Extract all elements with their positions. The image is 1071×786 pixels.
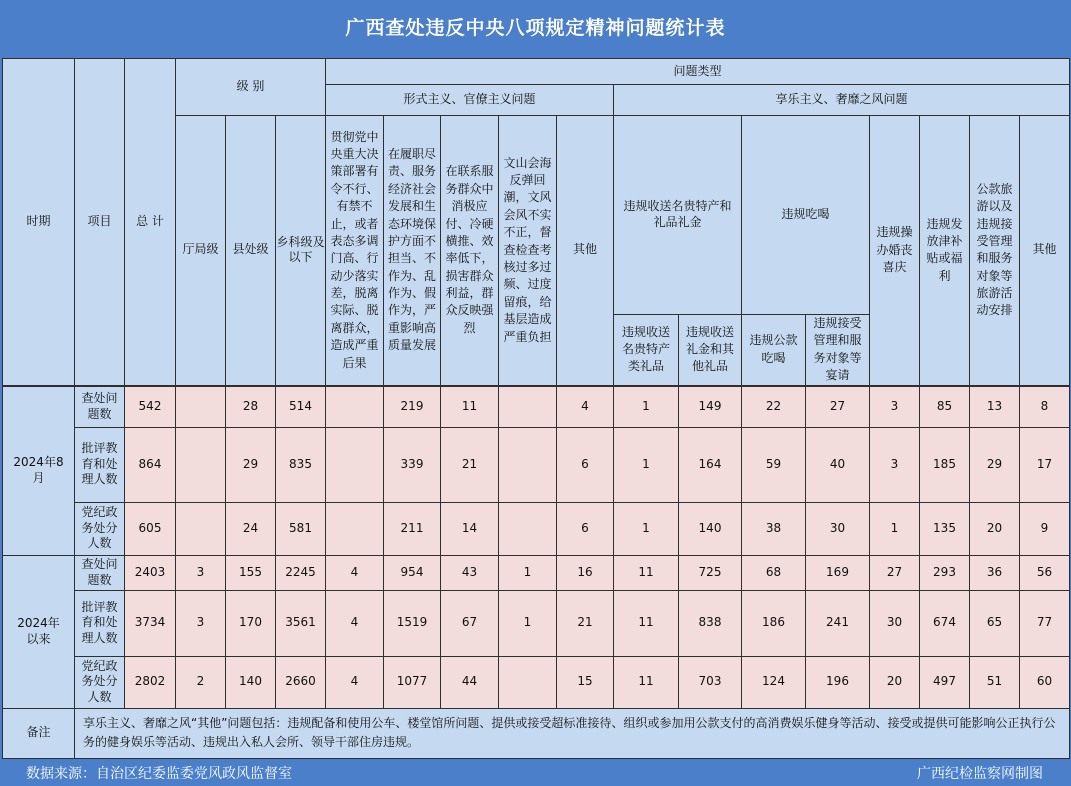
table-row: [3, 386, 1070, 427]
value-cell: 15: [557, 656, 614, 708]
header-item: 项目: [75, 59, 125, 386]
header-formalism-1: 贯彻党中央重大决策部署有令不行、有禁不止，或者表态多调门高、行动少落实差，脱离实际、脱离群众，造成严重后果: [326, 116, 384, 386]
period-cell: 2024年8月: [3, 386, 75, 555]
item-cell: 批评教育和处理人数: [75, 590, 125, 656]
value-cell: 9: [1020, 502, 1070, 555]
header-tourism: 公款旅游以及违规接受管理和服务对象等旅游活动安排: [970, 116, 1020, 386]
value-cell: [499, 656, 557, 708]
header-problem-type: 问题类型: [326, 59, 1070, 85]
header-hedonism: 享乐主义、奢靡之风问题: [614, 85, 1070, 116]
value-cell: 140: [679, 502, 742, 555]
value-cell: 835: [276, 427, 326, 502]
value-cell: 29: [226, 427, 276, 502]
note-label: 备注: [3, 708, 75, 758]
header-level-ting: 厅局级: [176, 116, 226, 386]
value-cell: 164: [679, 427, 742, 502]
value-cell: 3: [176, 555, 226, 590]
table-row: [3, 502, 1070, 555]
value-cell: 68: [742, 555, 806, 590]
value-cell: 954: [384, 555, 441, 590]
value-cell: 21: [557, 590, 614, 656]
value-cell: 140: [226, 656, 276, 708]
value-cell: 14: [441, 502, 499, 555]
header-formalism-4: 文山会海反弹回潮，文风会风不实不正，督查检查考核过多过频、过度留痕，给基层造成严重负担: [499, 116, 557, 386]
value-cell: 6: [557, 502, 614, 555]
value-cell: 838: [679, 590, 742, 656]
table-row: [3, 590, 1070, 656]
value-cell: 85: [920, 386, 970, 427]
value-cell: 170: [226, 590, 276, 656]
stats-body-table: [2, 386, 1070, 759]
value-cell: 22: [742, 386, 806, 427]
value-cell: 4: [326, 555, 384, 590]
value-cell: 67: [441, 590, 499, 656]
value-cell: [499, 502, 557, 555]
value-cell: 155: [226, 555, 276, 590]
item-cell: 查处问题数: [75, 386, 125, 427]
header-formalism-2: 在履职尽责、服务经济社会发展和生态环境保护方面不担当、不作为、乱作为、假作为，严重影响高质量发展: [384, 116, 441, 386]
page-title: 广西查处违反中央八项规定精神问题统计表: [345, 17, 726, 39]
header-formalism: 形式主义、官僚主义问题: [326, 85, 614, 116]
table-row: [3, 555, 1070, 590]
header-gifts: 违规收送名贵特产和礼品礼金: [614, 116, 742, 315]
value-cell: 2403: [125, 555, 176, 590]
value-cell: 725: [679, 555, 742, 590]
header-gifts-specialty: 违规收送名贵特产类礼品: [614, 315, 679, 386]
value-cell: 51: [970, 656, 1020, 708]
value-cell: 36: [970, 555, 1020, 590]
value-cell: 60: [1020, 656, 1070, 708]
value-cell: 1: [614, 386, 679, 427]
value-cell: 2802: [125, 656, 176, 708]
value-cell: 4: [326, 590, 384, 656]
value-cell: 3561: [276, 590, 326, 656]
value-cell: [499, 427, 557, 502]
value-cell: 27: [870, 555, 920, 590]
value-cell: 196: [806, 656, 870, 708]
header-subsidies: 违规发放津补贴或福利: [920, 116, 970, 386]
item-cell: 党纪政务处分人数: [75, 656, 125, 708]
header-weddings: 违规操办婚丧喜庆: [870, 116, 920, 386]
value-cell: 65: [970, 590, 1020, 656]
value-cell: 1: [499, 590, 557, 656]
value-cell: 30: [806, 502, 870, 555]
header-dining-public: 违规公款吃喝: [742, 315, 806, 386]
value-cell: [326, 427, 384, 502]
value-cell: 219: [384, 386, 441, 427]
header-period: 时期: [3, 59, 75, 386]
value-cell: 16: [557, 555, 614, 590]
value-cell: 169: [806, 555, 870, 590]
value-cell: 40: [806, 427, 870, 502]
table-row: [3, 656, 1070, 708]
value-cell: 11: [441, 386, 499, 427]
value-cell: [176, 386, 226, 427]
value-cell: 605: [125, 502, 176, 555]
value-cell: 77: [1020, 590, 1070, 656]
header-dining: 违规吃喝: [742, 116, 870, 315]
value-cell: 4: [326, 656, 384, 708]
value-cell: 124: [742, 656, 806, 708]
value-cell: 186: [742, 590, 806, 656]
value-cell: 542: [125, 386, 176, 427]
value-cell: 17: [1020, 427, 1070, 502]
header-gifts-money: 违规收送礼金和其他礼品: [679, 315, 742, 386]
value-cell: 11: [614, 590, 679, 656]
value-cell: [326, 386, 384, 427]
table-row: [3, 427, 1070, 502]
value-cell: 1: [499, 555, 557, 590]
value-cell: 30: [870, 590, 920, 656]
value-cell: 3: [870, 386, 920, 427]
value-cell: 3: [870, 427, 920, 502]
value-cell: 674: [920, 590, 970, 656]
value-cell: 29: [970, 427, 1020, 502]
value-cell: 24: [226, 502, 276, 555]
value-cell: 2245: [276, 555, 326, 590]
value-cell: 56: [1020, 555, 1070, 590]
header-level-xian: 县处级: [226, 116, 276, 386]
stats-table-container: [2, 58, 1069, 758]
header-total: 总 计: [125, 59, 176, 386]
value-cell: [176, 427, 226, 502]
value-cell: 2: [176, 656, 226, 708]
value-cell: 13: [970, 386, 1020, 427]
header-hedonism-other: 其他: [1020, 116, 1070, 386]
value-cell: 44: [441, 656, 499, 708]
value-cell: 2660: [276, 656, 326, 708]
value-cell: 59: [742, 427, 806, 502]
value-cell: 1519: [384, 590, 441, 656]
value-cell: 864: [125, 427, 176, 502]
item-cell: 批评教育和处理人数: [75, 427, 125, 502]
value-cell: 497: [920, 656, 970, 708]
value-cell: 293: [920, 555, 970, 590]
value-cell: 43: [441, 555, 499, 590]
value-cell: 703: [679, 656, 742, 708]
value-cell: 3734: [125, 590, 176, 656]
value-cell: 21: [441, 427, 499, 502]
value-cell: 1: [870, 502, 920, 555]
value-cell: 581: [276, 502, 326, 555]
header-formalism-3: 在联系服务群众中消极应付、冷硬横推、效率低下，损害群众利益，群众反映强烈: [441, 116, 499, 386]
value-cell: 38: [742, 502, 806, 555]
header-dining-banquet: 违规接受管理和服务对象等宴请: [806, 315, 870, 386]
footer-maker: 广西纪检监察网制图: [917, 766, 1043, 782]
period-cell: 2024年以来: [3, 555, 75, 708]
item-cell: 党纪政务处分人数: [75, 502, 125, 555]
value-cell: 11: [614, 555, 679, 590]
value-cell: 241: [806, 590, 870, 656]
header-level-xiang: 乡科级及以下: [276, 116, 326, 386]
value-cell: 211: [384, 502, 441, 555]
note-text: 享乐主义、奢靡之风“其他”问题包括：违规配备和使用公车、楼堂馆所问题、提供或接受超标准接待、组织或参加用公款支付的高消费娱乐健身等活动、接受或提供可能影响公正执行公务的健身娱乐等活动、违规出入私人会所、领导干部住房违规。: [75, 708, 1070, 758]
stats-table: [2, 58, 1070, 386]
value-cell: 185: [920, 427, 970, 502]
footer: [0, 758, 1071, 786]
value-cell: 6: [557, 427, 614, 502]
header-formalism-other: 其他: [557, 116, 614, 386]
header-level: 级 别: [176, 59, 326, 116]
item-cell: 查处问题数: [75, 555, 125, 590]
value-cell: [176, 502, 226, 555]
value-cell: 1077: [384, 656, 441, 708]
value-cell: 149: [679, 386, 742, 427]
value-cell: 20: [970, 502, 1020, 555]
value-cell: 3: [176, 590, 226, 656]
value-cell: 514: [276, 386, 326, 427]
value-cell: 27: [806, 386, 870, 427]
value-cell: 1: [614, 427, 679, 502]
value-cell: 11: [614, 656, 679, 708]
value-cell: 1: [614, 502, 679, 555]
value-cell: 20: [870, 656, 920, 708]
value-cell: 4: [557, 386, 614, 427]
value-cell: [326, 502, 384, 555]
value-cell: 8: [1020, 386, 1070, 427]
value-cell: 28: [226, 386, 276, 427]
value-cell: 339: [384, 427, 441, 502]
value-cell: 135: [920, 502, 970, 555]
footer-source: 数据来源：自治区纪委监委党风政风监督室: [26, 766, 292, 782]
value-cell: [499, 386, 557, 427]
